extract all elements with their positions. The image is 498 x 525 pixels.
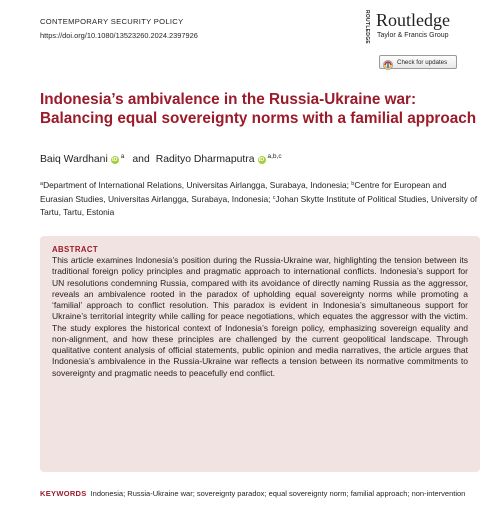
journal-name: CONTEMPORARY SECURITY POLICY [40, 17, 184, 26]
crossmark-icon [383, 57, 393, 67]
doi-link[interactable]: https://doi.org/10.1080/13523260.2024.2397926 [40, 31, 198, 40]
keywords-heading: KEYWORDS [40, 489, 87, 498]
article-title: Indonesia’s ambivalence in the Russia-Ukraine war: Balancing equal sovereignty norms with a familial approach [40, 91, 477, 127]
affil-text: Johan Skytte Institute of Political Studies, University of Tartu, Tartu, Estonia [40, 193, 478, 217]
abstract-heading: ABSTRACT [52, 245, 99, 254]
abstract-text: This article examines Indonesia’s position during the Russia-Ukraine war, highlighting the tension between its traditional foreign policy principles and pragmatic approach to international conflicts. Indonesia’s support for UN resolutions condemning Russia, compared with its avoidance of directly naming Russia as the aggressor, reveals an ambivalence rooted in the paradox of upholding equal sovereignty norms while promoting a ‘familial’ approach to conflict resolution. This paradox is evident in Indonesia’s simultaneous support for Ukraine’s territorial integrity while calling for peace negotiations, which equates the aggressor with the victim. The study explores the historical context of Indonesia’s foreign policy, emphasizing sovereign equality and non-alignment, and how these principles are challenged by the current geopolitical landscape. Through qualitative content analysis of official statements, public opinion and media narratives, the article argues that Indonesia’s ambivalence in the Russia-Ukraine war reflects a tension between its normative commitments to sovereignty and pragmatic needs to peacefully end conflict. [52, 255, 468, 378]
affil-text: Department of International Relations, Universitas Airlangga, Surabaya, Indonesia; [43, 180, 352, 190]
abstract-box [40, 236, 480, 472]
publisher-spine: ROUTLEDGE [364, 9, 371, 45]
author-name[interactable]: Baiq Wardhani [40, 154, 108, 165]
publisher-logo [362, 10, 482, 46]
keywords [40, 488, 480, 500]
author-name[interactable]: Radityo Dharmaputra [155, 154, 255, 165]
orcid-icon[interactable]: iD [258, 157, 265, 163]
check-for-updates-button[interactable] [379, 55, 457, 69]
affil-mark: c [272, 194, 276, 201]
affiliations [40, 180, 480, 219]
author-affil-mark: a [120, 153, 125, 160]
author-separator: and [132, 154, 150, 165]
affil-mark: a [40, 181, 44, 187]
orcid-icon[interactable]: iD [112, 157, 118, 163]
publisher-name: Routledge [376, 10, 450, 30]
keywords-text: Indonesia; Russia-Ukraine war; sovereignty paradox; equal sovereignty norm; familial approach; non-intervention [90, 489, 466, 498]
author-affil-mark: a,b,c [267, 153, 282, 160]
author-list [40, 154, 282, 165]
affil-mark: b [351, 181, 355, 187]
affil-text: Centre for European and Eurasian Studies, Universitas Airlangga, Surabaya, Indonesia; [40, 180, 447, 204]
check-for-updates-label: Check for updates [397, 58, 448, 66]
publisher-group: Taylor & Francis Group [377, 32, 449, 39]
